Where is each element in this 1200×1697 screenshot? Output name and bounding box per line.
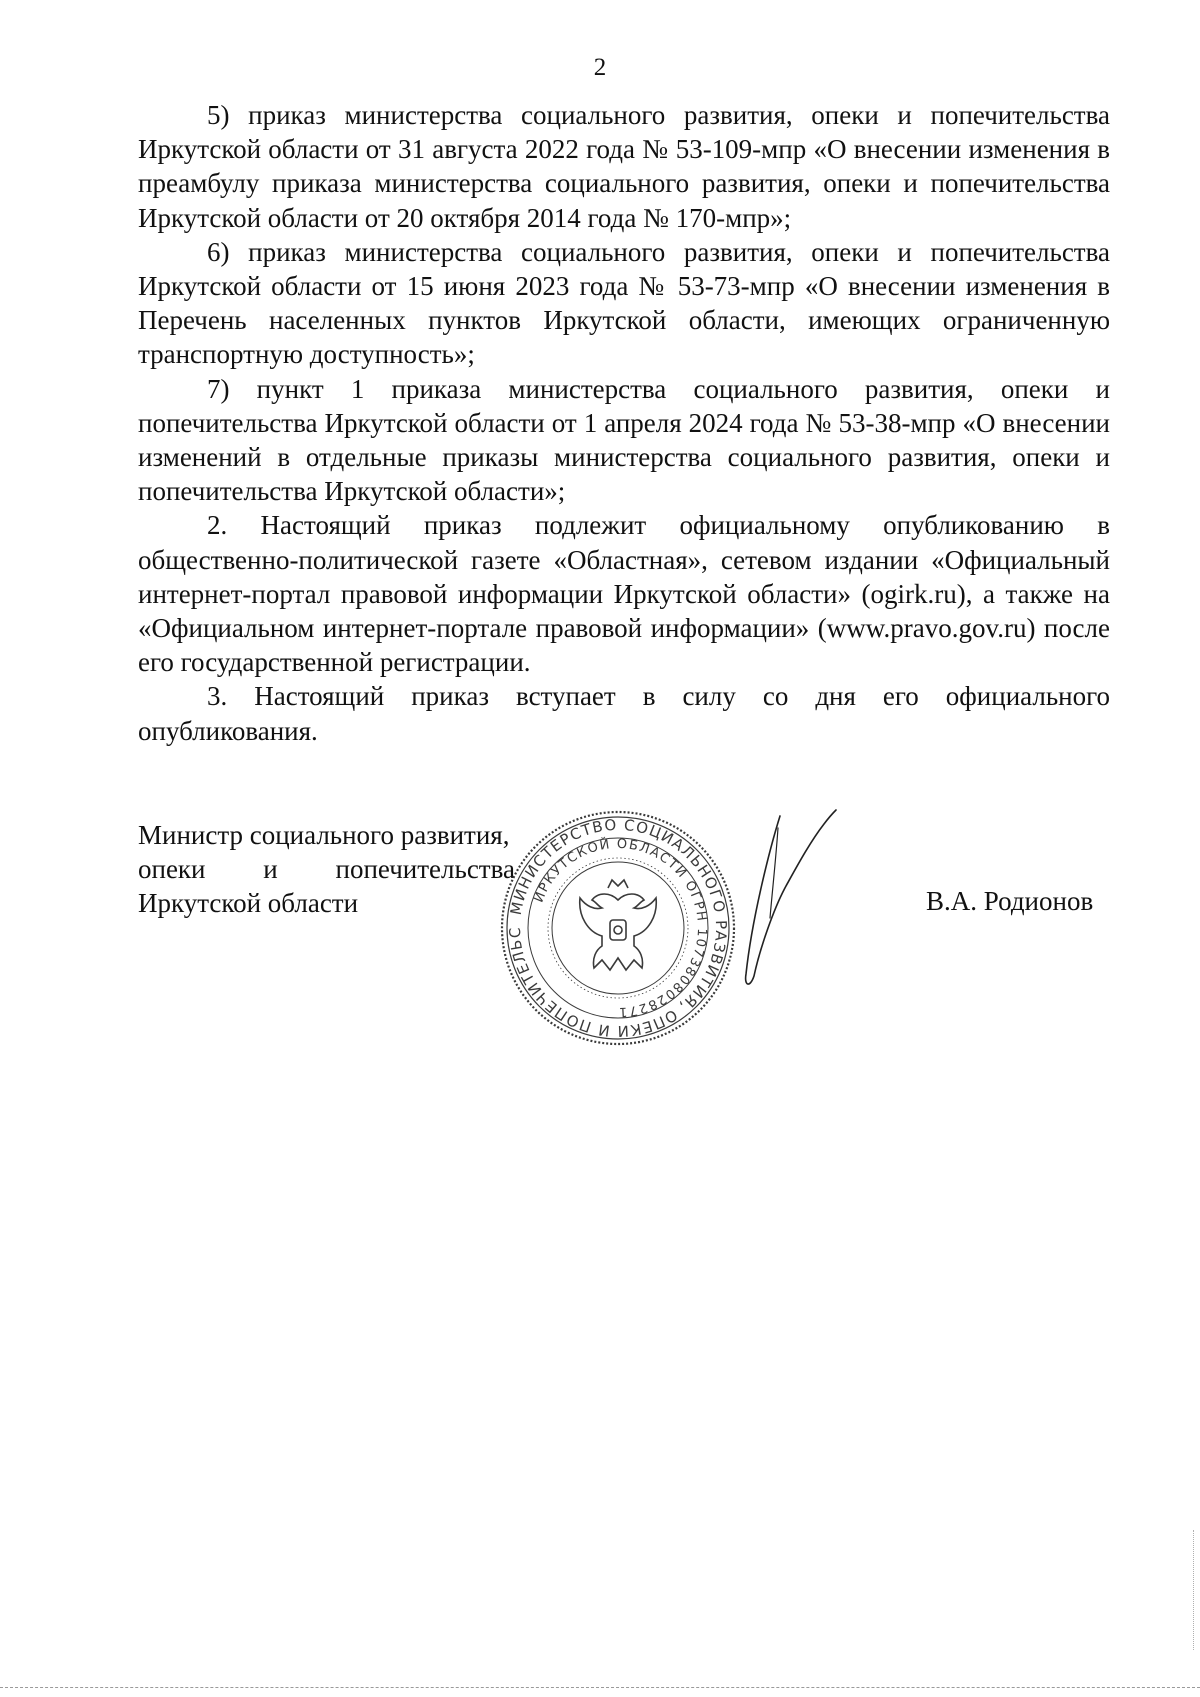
seal-graphic: [498, 808, 738, 1048]
handwritten-signature: [740, 798, 840, 1003]
paragraph-publication: 2. Настоящий приказ подлежит официальному опубликованию в общественно-политической газете «Областная», сетевом издании «Официальный интернет-портал правовой информации Иркутской области» (ogirk.ru), а также на «Официальном интернет-портале правовой информации» (www.pravo.gov.ru) после его государственной регистрации.: [138, 510, 1110, 678]
paragraph-item-5: 5) приказ министерства социального развития, опеки и попечительства Иркутской области от 31 августа 2022 года № 53-109-мпр «О внесении изменения в преамбулу приказа министерства социального развития, опеки и попечительства Иркутской области от 20 октября 2014 года № 170-мпр»;: [138, 100, 1110, 233]
official-seal: [498, 808, 738, 1053]
paragraph-effective-date: 3. Настоящий приказ вступает в силу со дня его официального опубликования.: [138, 681, 1110, 746]
coat-of-arms-icon: [580, 880, 657, 970]
signatory-title-line-3: Иркутской области: [138, 888, 359, 918]
signature-graphic: [740, 798, 840, 998]
page-number: 2: [593, 54, 607, 81]
signatory-title-line-2: [138, 852, 515, 886]
scan-bottom-edge: [0, 1687, 1200, 1688]
paragraph-item-7: 7) пункт 1 приказа министерства социального развития, опеки и попечительства Иркутской области от 1 апреля 2024 года № 53-38-мпр «О внесении изменений в отдельные приказы министерства социального развития, опеки и попечительства Иркутской области»;: [138, 373, 1110, 507]
signatory-word-2: и: [263, 854, 278, 884]
signatory-word-3: попечительства: [335, 854, 515, 884]
seal-outer-text: МИНИСТЕРСТВО СОЦИАЛЬНОГО РАЗВИТИЯ, ОПЕКИ И ПОПЕЧИТЕЛЬС: [505, 815, 731, 1041]
signatory-word-1: опеки: [138, 854, 206, 884]
document-body: [138, 98, 1110, 748]
signatory-name: В.А. Родионов: [926, 886, 1094, 916]
signatory-title: [138, 818, 515, 920]
scan-side-edge: [1193, 1530, 1194, 1650]
paragraph-item-6: 6) приказ министерства социального развития, опеки и попечительства Иркутской области от 15 июня 2023 года № 53-73-мпр «О внесении изменения в Перечень населенных пунктов Иркутской области, имеющих ограниченную транспортную доступность»;: [138, 236, 1110, 370]
signatory-title-line-1: Министр социального развития,: [138, 820, 510, 850]
seal-inner-text: ИРКУТСКОЙ ОБЛАСТИ ОГРН 1073808028271: [531, 836, 710, 1020]
